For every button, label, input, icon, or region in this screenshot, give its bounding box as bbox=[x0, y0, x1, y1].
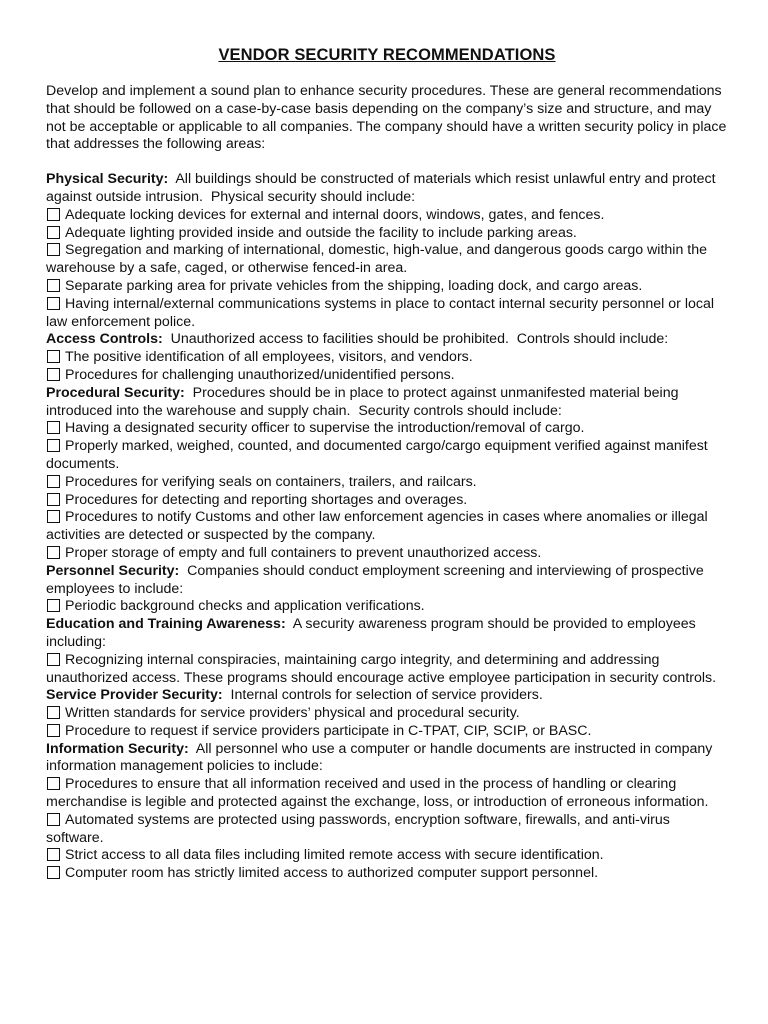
checklist-item-text: Proper storage of empty and full containers to prevent unauthorized access. bbox=[65, 544, 542, 561]
checkbox[interactable] bbox=[47, 599, 60, 612]
checklist-item bbox=[46, 207, 728, 225]
section-description: All buildings should be constructed of materials which resist unlawful entry and protect against outside intrusion. Physical security should include: bbox=[46, 171, 720, 205]
checkbox[interactable] bbox=[47, 546, 60, 559]
section-heading: Education and Training Awareness: bbox=[46, 616, 286, 633]
section-heading: Physical Security: bbox=[46, 171, 169, 188]
checkbox[interactable] bbox=[47, 510, 60, 523]
checklist-item-text: Strict access to all data files including limited remote access with secure identification. bbox=[65, 847, 604, 864]
checklist-item bbox=[46, 652, 728, 688]
checkbox[interactable] bbox=[47, 208, 60, 221]
section-heading-paragraph bbox=[46, 687, 728, 705]
checkbox[interactable] bbox=[47, 297, 60, 310]
checklist-item bbox=[46, 278, 728, 296]
sections-container bbox=[46, 171, 728, 883]
section-heading: Procedural Security: bbox=[46, 384, 185, 401]
section-description: All personnel who use a computer or handle documents are instructed in company information management policies to include: bbox=[46, 740, 717, 775]
checklist-item-text: Procedures for verifying seals on containers, trailers, and railcars. bbox=[65, 473, 477, 490]
section-heading-paragraph bbox=[46, 171, 728, 207]
checkbox[interactable] bbox=[47, 279, 60, 292]
checklist-item bbox=[46, 847, 728, 865]
checklist-item-text: Adequate locking devices for external and internal doors, windows, gates, and fences. bbox=[65, 206, 605, 223]
checklist-item bbox=[46, 492, 728, 510]
checkbox[interactable] bbox=[47, 350, 60, 363]
checklist-item bbox=[46, 296, 728, 332]
checklist-item bbox=[46, 242, 728, 278]
checkbox[interactable] bbox=[47, 813, 60, 826]
checklist-item bbox=[46, 723, 728, 741]
checklist-item-text: Procedures for detecting and reporting shortages and overages. bbox=[65, 491, 468, 508]
section-description: Procedures should be in place to protect against unmanifested material being introduced into the warehouse and supply chain. Security controls should include: bbox=[46, 384, 683, 419]
checkbox[interactable] bbox=[47, 421, 60, 434]
section-heading-paragraph bbox=[46, 563, 728, 599]
checklist-item bbox=[46, 474, 728, 492]
section-heading-paragraph bbox=[46, 741, 728, 777]
checklist-item bbox=[46, 367, 728, 385]
checklist-item-text: Computer room has strictly limited access to authorized computer support personnel. bbox=[65, 865, 599, 882]
section-description: Companies should conduct employment screening and interviewing of prospective employees to include: bbox=[46, 562, 708, 597]
checklist-item-text: Properly marked, weighed, counted, and documented cargo/cargo equipment verified against manifest documents. bbox=[46, 438, 708, 472]
checklist-item-text: Separate parking area for private vehicles from the shipping, loading dock, and cargo areas. bbox=[65, 277, 643, 294]
checkbox[interactable] bbox=[47, 706, 60, 719]
section-heading-paragraph bbox=[46, 385, 728, 421]
checkbox[interactable] bbox=[47, 724, 60, 737]
checkbox[interactable] bbox=[47, 475, 60, 488]
checklist-item bbox=[46, 705, 728, 723]
checklist-item bbox=[46, 349, 728, 367]
checklist-item-text: Automated systems are protected using passwords, encryption software, firewalls, and anti-virus software. bbox=[46, 811, 670, 846]
checklist-item-text: Procedures to notify Customs and other law enforcement agencies in cases where anomalies or illegal activities are detected or suspected by the company. bbox=[46, 509, 708, 544]
section-heading-paragraph bbox=[46, 616, 728, 652]
checkbox[interactable] bbox=[47, 368, 60, 381]
checkbox[interactable] bbox=[47, 243, 60, 256]
checklist-item bbox=[46, 545, 728, 563]
section-description: Internal controls for selection of service providers. bbox=[222, 687, 543, 704]
checklist-item bbox=[46, 598, 728, 616]
section-heading: Personnel Security: bbox=[46, 562, 180, 579]
checklist-item bbox=[46, 438, 728, 474]
intro-paragraph: Develop and implement a sound plan to enhance security procedures. These are general recommendations that should be followed on a case-by-case basis depending on the company’s size and structure, and may not be acceptable or applicable to all companies. The company should have a written security policy in place that addresses the following areas: bbox=[46, 83, 727, 153]
checklist-item bbox=[46, 225, 728, 243]
section-heading: Access Controls: bbox=[46, 331, 163, 348]
checkbox[interactable] bbox=[47, 493, 60, 506]
checklist-item-text: Recognizing internal conspiracies, maintaining cargo integrity, and determining and addressing unauthorized access. These programs should encourage active employee participation in security controls. bbox=[46, 651, 717, 686]
checklist-item bbox=[46, 509, 728, 545]
section-description: Unauthorized access to facilities should be prohibited. Controls should include: bbox=[162, 331, 669, 348]
section-heading-paragraph bbox=[46, 331, 728, 349]
checklist-item-text: Written standards for service providers’ physical and procedural security. bbox=[65, 705, 520, 722]
checkbox[interactable] bbox=[47, 439, 60, 452]
checkbox[interactable] bbox=[47, 848, 60, 861]
section-description: A security awareness program should be provided to employees including: bbox=[46, 616, 700, 650]
checklist-item bbox=[46, 865, 728, 883]
checklist-item-text: Procedures to ensure that all information received and used in the process of handling or clearing merchandise is legible and protected against the exchange, loss, or introduction of erroneous information. bbox=[46, 776, 709, 811]
checklist-item-text: The positive identification of all employees, visitors, and vendors. bbox=[65, 349, 473, 366]
checklist-item bbox=[46, 420, 728, 438]
checklist-item-text: Procedures for challenging unauthorized/unidentified persons. bbox=[65, 366, 455, 383]
checklist-item bbox=[46, 812, 728, 848]
checkbox[interactable] bbox=[47, 866, 60, 879]
checklist-item-text: Segregation and marking of international, domestic, high-value, and dangerous goods cargo within the warehouse by a safe, caged, or otherwise fenced-in area. bbox=[46, 242, 707, 277]
checklist-item-text: Adequate lighting provided inside and outside the facility to include parking areas. bbox=[65, 224, 577, 241]
checklist-item-text: Procedure to request if service providers participate in C-TPAT, CIP, SCIP, or BASC. bbox=[65, 722, 592, 739]
checkbox[interactable] bbox=[47, 653, 60, 666]
checklist-item-text: Having a designated security officer to supervise the introduction/removal of cargo. bbox=[65, 420, 585, 437]
checklist-item bbox=[46, 776, 728, 812]
checkbox[interactable] bbox=[47, 777, 60, 790]
checklist-item-text: Having internal/external communications systems in place to contact internal security personnel or local law enforcement police. bbox=[46, 295, 714, 330]
checklist-item-text: Periodic background checks and application verifications. bbox=[65, 598, 425, 615]
document-title: VENDOR SECURITY RECOMMENDATIONS bbox=[218, 46, 556, 64]
checkbox[interactable] bbox=[47, 226, 60, 239]
section-heading: Service Provider Security: bbox=[46, 687, 223, 704]
section-heading: Information Security: bbox=[46, 740, 189, 757]
